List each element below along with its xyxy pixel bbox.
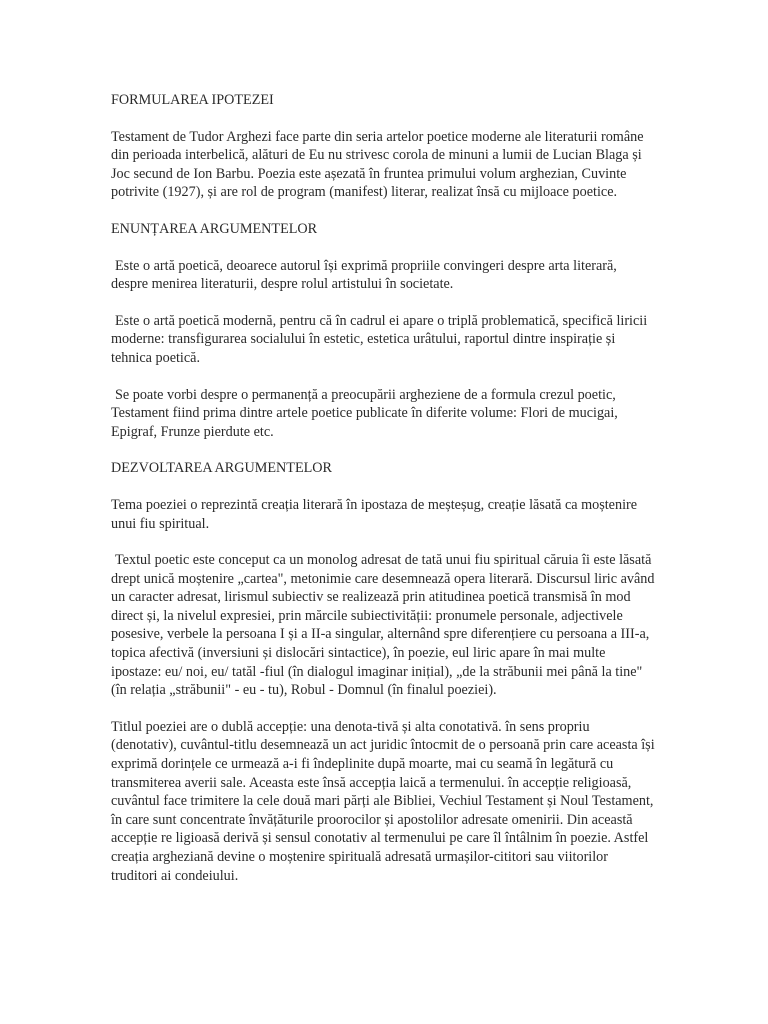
- document-body: [111, 91, 656, 903]
- paragraph-titlul: Titlul poeziei are o dublă accepție: una denota-tivă și alta conotativă. în sens propriu (denotativ), cuvântul-titlu desemnează un act juridic întocmit de o persoană prin care aceasta își exprimă dorințele ce urmează a-i fi îndeplinite după moarte, mai cu seamă în legătură cu transmiterea averii sale. Aceasta este însă accepția laică a termenului. în accepție religioasă, cuvântul face trimitere la cele două mari părți ale Bibliei, Vechiul Testament și Noul Testament, în care sunt concentrate învățăturile proorocilor și apostolilor adresate omenirii. Din această accepție re ligioasă derivă și sensul conotativ al termenului pe care îl întâlnim în poezie. Astfel creația argheziană devine o moștenire spirituală adresată urmașilor-cititori sau viitorilor truditori ai condeiului.: [111, 718, 655, 884]
- paragraph-text-poetic: Textul poetic este conceput ca un monolog adresat de tată unui fiu spiritual căruia îi este lăsată drept unică moștenire „cartea", metonimie care desemnează opera literară. Discursul liric având un caracter adresat, lirismul subiectiv se realizează prin atitudinea poetică transmisă în mod direct și, la nivelul expresiei, prin mărcile subiectivității: pronumele personale, adjectivele posesive, verbele la persoana I și a II-a singular, alternând spre diferențiere cu persoana a III-a, topica afectivă (inversiuni și dislocări sintactice), în poezie, eul liric apare în mai multe ipostaze: eu/ noi, eu/ tatăl -fiul (în dialogul imaginar inițial), „de la străbunii mei până la tine" (în relația „străbunii" - eu - tu), Robul - Domnul (în finalul poeziei).: [111, 552, 655, 699]
- paragraph-argument-3: Se poate vorbi despre o permanență a preocupării argheziene de a formula crezul poetic, Testament fiind prima dintre artele poetice publicate în diferite volume: Flori de mucigai, Epigraf, Frunze pierdute etc.: [111, 386, 618, 440]
- heading-enuntarea-argumentelor: ENUNȚAREA ARGUMENTELOR: [111, 220, 318, 237]
- paragraph-argument-2: Este o artă poetică modernă, pentru că în cadrul ei apare o triplă problematică, specifică liricii moderne: transfigurarea socialului în estetic, estetica urâtului, raportul dintre inspirație și tehnica poetică.: [111, 312, 648, 366]
- heading-formularea-ipotezei: FORMULAREA IPOTEZEI: [111, 92, 274, 108]
- heading-dezvoltarea-argumentelor: DEZVOLTAREA ARGUMENTELOR: [111, 460, 332, 477]
- paragraph-argument-1: Este o artă poetică, deoarece autorul își exprimă propriile convingeri despre arta literară, despre menirea literaturii, despre rolul artistului în societate.: [111, 257, 617, 293]
- paragraph-tema: Tema poeziei o reprezintă creația literară în ipostaza de meșteșug, creație lăsată ca moștenire unui fiu spiritual.: [111, 496, 638, 532]
- paragraph-ipoteza: Testament de Tudor Arghezi face parte din seria artelor poetice moderne ale literaturii române din perioada interbelică, alături de Eu nu strivesc corola de minuni a lumii de Lucian Blaga și Joc secund de Ion Barbu. Poezia este așezată în fruntea primului volum arghezian, Cuvinte potrivite (1927), și are rol de program (manifest) literar, realizat însă cu mijloace poetice.: [111, 128, 644, 201]
